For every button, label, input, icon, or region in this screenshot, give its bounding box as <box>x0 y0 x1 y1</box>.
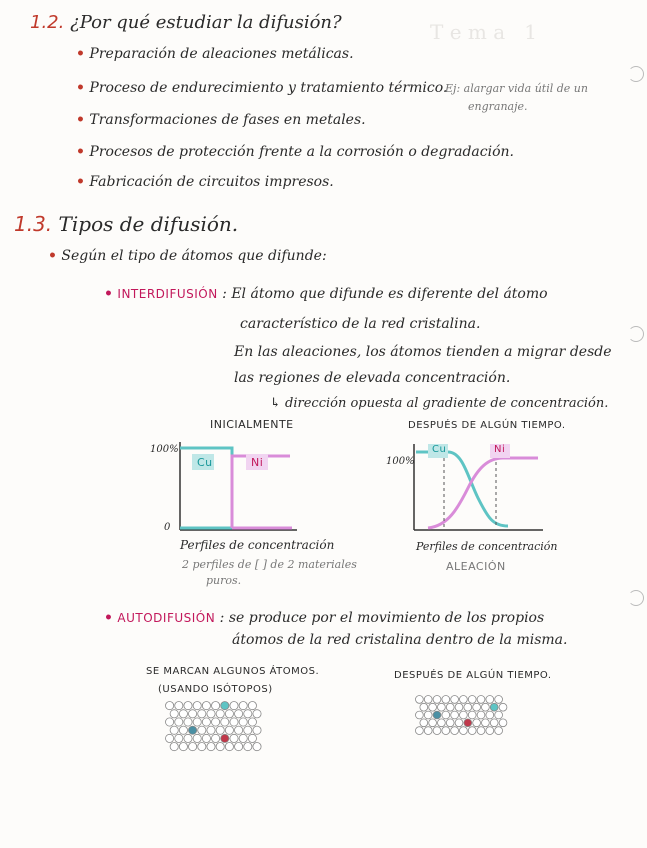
atom <box>455 719 463 727</box>
hole-punch-mark <box>628 66 644 82</box>
graph2-cu-curve <box>416 452 508 526</box>
marked-atom <box>189 726 197 734</box>
atom <box>207 726 215 734</box>
atom <box>239 734 247 742</box>
atom <box>416 696 424 704</box>
list-item: • Preparación de aleaciones metálicas. <box>76 46 354 62</box>
atom <box>235 710 243 718</box>
atom <box>468 727 476 735</box>
atom <box>248 702 256 710</box>
atom <box>429 703 437 711</box>
list-item: • Proceso de endurecimiento y tratamiento térmico. <box>76 80 448 96</box>
section-13-number: 1.3. <box>14 212 53 236</box>
atom <box>499 703 507 711</box>
bullet-icon: • <box>76 144 85 160</box>
atom <box>179 726 187 734</box>
marked-atom <box>433 711 441 719</box>
atom <box>184 718 192 726</box>
atom <box>230 718 238 726</box>
atom <box>212 734 220 742</box>
bullet-icon: • <box>104 610 113 626</box>
graph1-y100-label: 100% <box>150 444 179 455</box>
atom <box>166 734 174 742</box>
atom <box>216 743 224 751</box>
atom <box>202 702 210 710</box>
graph2-y100-label: 100% <box>386 456 415 467</box>
atom <box>433 696 441 704</box>
atom <box>442 696 450 704</box>
atom <box>451 727 459 735</box>
graph2-title: DESPUÉS DE ALGÚN TIEMPO. <box>408 420 566 431</box>
atom <box>235 743 243 751</box>
atom <box>166 718 174 726</box>
marked-atom <box>221 734 229 742</box>
atom <box>477 696 485 704</box>
atom <box>486 696 494 704</box>
interdifusion-def-line5: ↳ dirección opuesta al gradiente de concentración. <box>270 396 609 411</box>
autodifusion-def-line2: átomos de la red cristalina dentro de la misma. <box>232 632 568 648</box>
atom <box>175 702 183 710</box>
section-12-title: ¿Por qué estudiar la difusión? <box>70 12 342 33</box>
atom <box>495 696 503 704</box>
atom <box>482 719 490 727</box>
atom <box>198 743 206 751</box>
atom <box>495 727 503 735</box>
atom <box>189 710 197 718</box>
atoms1-lattice <box>164 700 264 754</box>
atom <box>433 727 441 735</box>
atom <box>216 726 224 734</box>
atom <box>170 726 178 734</box>
graph2-xlabel: Perfiles de concentración <box>416 540 558 553</box>
atom <box>468 711 476 719</box>
graph1-cu-label: Cu <box>197 456 213 469</box>
marked-atom <box>490 703 498 711</box>
arrow-right-icon: ↳ <box>270 396 281 411</box>
atom <box>416 711 424 719</box>
atom <box>442 711 450 719</box>
atoms1-title1: SE MARCAN ALGUNOS ÁTOMOS. <box>146 666 320 677</box>
bullet-icon: • <box>76 80 85 96</box>
list-item: • Procesos de protección frente a la corrosión o degradación. <box>76 144 514 160</box>
atom <box>442 727 450 735</box>
atom <box>244 743 252 751</box>
atom <box>244 726 252 734</box>
atom <box>486 727 494 735</box>
atom <box>212 702 220 710</box>
atom <box>244 710 252 718</box>
atom <box>490 719 498 727</box>
atom <box>184 734 192 742</box>
atom <box>424 727 432 735</box>
atom <box>468 696 476 704</box>
graph1-title: INICIALMENTE <box>210 418 294 431</box>
note-example: Ej: alargar vida útil de un <box>445 82 588 95</box>
atom <box>420 703 428 711</box>
atom <box>499 719 507 727</box>
section-12-number: 1.2. <box>30 12 65 33</box>
section-12-heading <box>30 12 342 33</box>
atom <box>455 703 463 711</box>
atom <box>451 711 459 719</box>
atom <box>202 734 210 742</box>
graph2-ni-curve <box>428 458 538 528</box>
atom <box>438 719 446 727</box>
bullet-icon: • <box>76 112 85 128</box>
atom <box>170 743 178 751</box>
graph1-note1: 2 perfiles de [ ] de 2 materiales <box>182 558 357 571</box>
atom <box>446 719 454 727</box>
atom <box>253 710 261 718</box>
atom <box>202 718 210 726</box>
section-13-heading <box>14 212 238 236</box>
atom <box>248 734 256 742</box>
note-example-2: engranaje. <box>468 100 528 113</box>
atom <box>189 743 197 751</box>
atom <box>495 711 503 719</box>
atom <box>460 696 468 704</box>
hole-punch-mark <box>628 590 644 606</box>
atom <box>170 710 178 718</box>
atom <box>179 710 187 718</box>
atom <box>175 734 183 742</box>
interdifusion-label: INTERDIFUSIÓN <box>117 287 218 301</box>
atom <box>460 727 468 735</box>
atom <box>175 718 183 726</box>
bullet-icon: • <box>76 174 85 190</box>
atom <box>486 711 494 719</box>
graph1-note2: puros. <box>206 574 242 587</box>
section-13-title: Tipos de difusión. <box>58 212 239 236</box>
atom <box>253 726 261 734</box>
atom <box>239 718 247 726</box>
atom <box>207 743 215 751</box>
list-item: • Transformaciones de fases en metales. <box>76 112 366 128</box>
atom <box>429 719 437 727</box>
bullet-icon: • <box>104 286 113 302</box>
atoms2-lattice <box>414 694 514 738</box>
atom <box>235 726 243 734</box>
interdifusion-def-line4: las regiones de elevada concentración. <box>234 370 511 386</box>
atom <box>198 710 206 718</box>
atom <box>216 710 224 718</box>
atom <box>451 696 459 704</box>
bullet-icon: • <box>48 248 57 264</box>
marked-atom <box>464 719 472 727</box>
atom <box>207 710 215 718</box>
marked-atom <box>221 702 229 710</box>
graph2-ni-label: Ni <box>494 444 506 455</box>
graph1-y0-label: 0 <box>164 522 171 533</box>
atom <box>446 703 454 711</box>
graph1-ni-label: Ni <box>251 456 264 469</box>
autodifusion-label: AUTODIFUSIÓN <box>117 611 216 625</box>
atom <box>166 702 174 710</box>
atom <box>248 718 256 726</box>
graph2-cu-label: Cu <box>432 444 447 455</box>
graph2-note: ALEACIÓN <box>446 560 506 573</box>
atom <box>198 726 206 734</box>
atom <box>225 726 233 734</box>
atom <box>477 727 485 735</box>
atom <box>230 702 238 710</box>
atom <box>193 702 201 710</box>
interdifusion-def-line1: • INTERDIFUSIÓN : El átomo que difunde es diferente del átomo <box>104 286 548 302</box>
atom <box>230 734 238 742</box>
atom <box>212 718 220 726</box>
atom <box>438 703 446 711</box>
atom <box>420 719 428 727</box>
atoms2-title: DESPUÉS DE ALGÚN TIEMPO. <box>394 670 552 681</box>
atom <box>473 719 481 727</box>
atom <box>424 696 432 704</box>
atom <box>416 727 424 735</box>
atom <box>253 743 261 751</box>
interdifusion-def-line3: En las aleaciones, los átomos tienden a migrar desde <box>234 344 612 360</box>
atom <box>477 711 485 719</box>
atom <box>225 710 233 718</box>
atom <box>184 702 192 710</box>
atom <box>221 718 229 726</box>
bullet-icon: • <box>76 46 85 62</box>
atom <box>464 703 472 711</box>
atom <box>193 734 201 742</box>
autodifusion-def-line1: • AUTODIFUSIÓN : se produce por el movimiento de los propios <box>104 610 545 626</box>
graph1-plot <box>172 436 302 536</box>
interdifusion-def-line2: característico de la red cristalina. <box>240 316 481 332</box>
show-through-text: T e m a 1 <box>430 20 537 44</box>
list-item: • Fabricación de circuitos impresos. <box>76 174 334 190</box>
graph2-plot <box>408 438 548 536</box>
atom <box>424 711 432 719</box>
atom <box>225 743 233 751</box>
atom <box>193 718 201 726</box>
atoms1-title2: (USANDO ISÓTOPOS) <box>158 684 273 695</box>
graph1-xlabel: Perfiles de concentración <box>180 538 335 552</box>
atom <box>482 703 490 711</box>
sub-heading: • Según el tipo de átomos que difunde: <box>48 248 327 264</box>
atom <box>473 703 481 711</box>
atom <box>239 702 247 710</box>
atom <box>179 743 187 751</box>
atom <box>460 711 468 719</box>
hole-punch-mark <box>628 326 644 342</box>
